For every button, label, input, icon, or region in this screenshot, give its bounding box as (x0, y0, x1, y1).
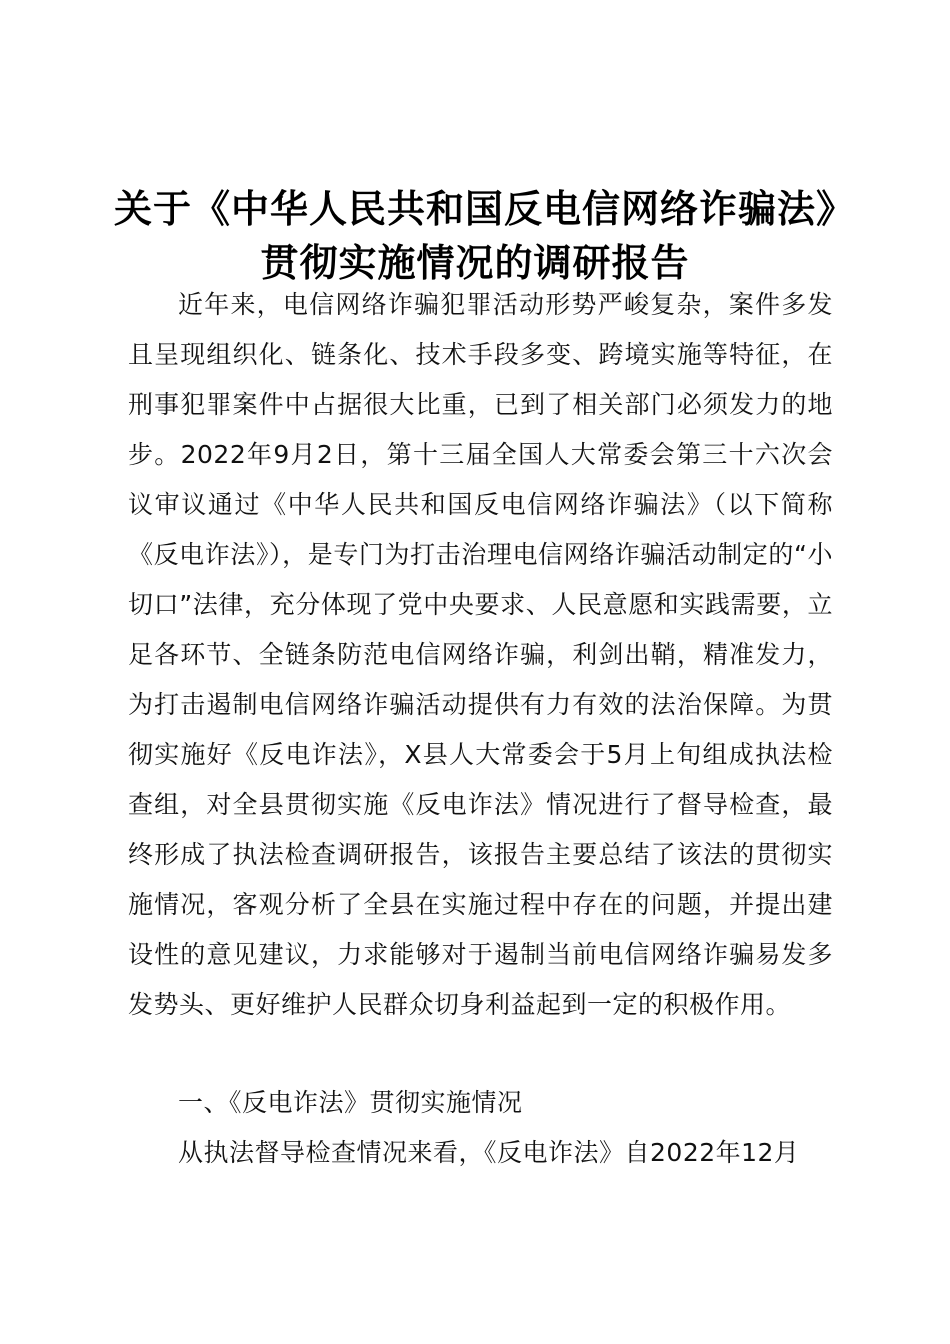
intro-paragraph: 近年来，电信网络诈骗犯罪活动形势严峻复杂，案件多发且呈现组织化、链条化、技术手段多变、跨境实施等特征，在刑事犯罪案件中占据很大比重，已到了相关部门必须发力的地步。2022年9月2日，第十三届全国人大常委会第三十六次会议审议通过《中华人民共和国反电信网络诈骗法》（以下简称《反电诈法》），是专门为打击治理电信网络诈骗活动制定的“小切口”法律，充分体现了党中央要求、人民意愿和实践需要，立足各环节、全链条防范电信网络诈骗，利剑出鞘，精准发力，为打击遏制电信网络诈骗活动提供有力有效的法治保障。为贯彻实施好《反电诈法》，X县人大常委会于5月上旬组成执法检查组，对全县贯彻实施《反电诈法》情况进行了督导检查，最终形成了执法检查调研报告，该报告主要总结了该法的贯彻实施情况，客观分析了全县在实施过程中存在的问题，并提出建设性的意见建议，力求能够对于遏制当前电信网络诈骗易发多发势头、更好维护人民群众切身利益起到一定的积极作用。 (128, 290, 833, 1019)
section-heading: 一、《反电诈法》贯彻实施情况 (178, 1088, 523, 1117)
document-title: 关于《中华人民共和国反电信网络诈骗法》贯彻实施情况的调研报告 (113, 186, 836, 285)
section-paragraph: 从执法督导检查情况来看，《反电诈法》自2022年12月 (178, 1138, 800, 1167)
